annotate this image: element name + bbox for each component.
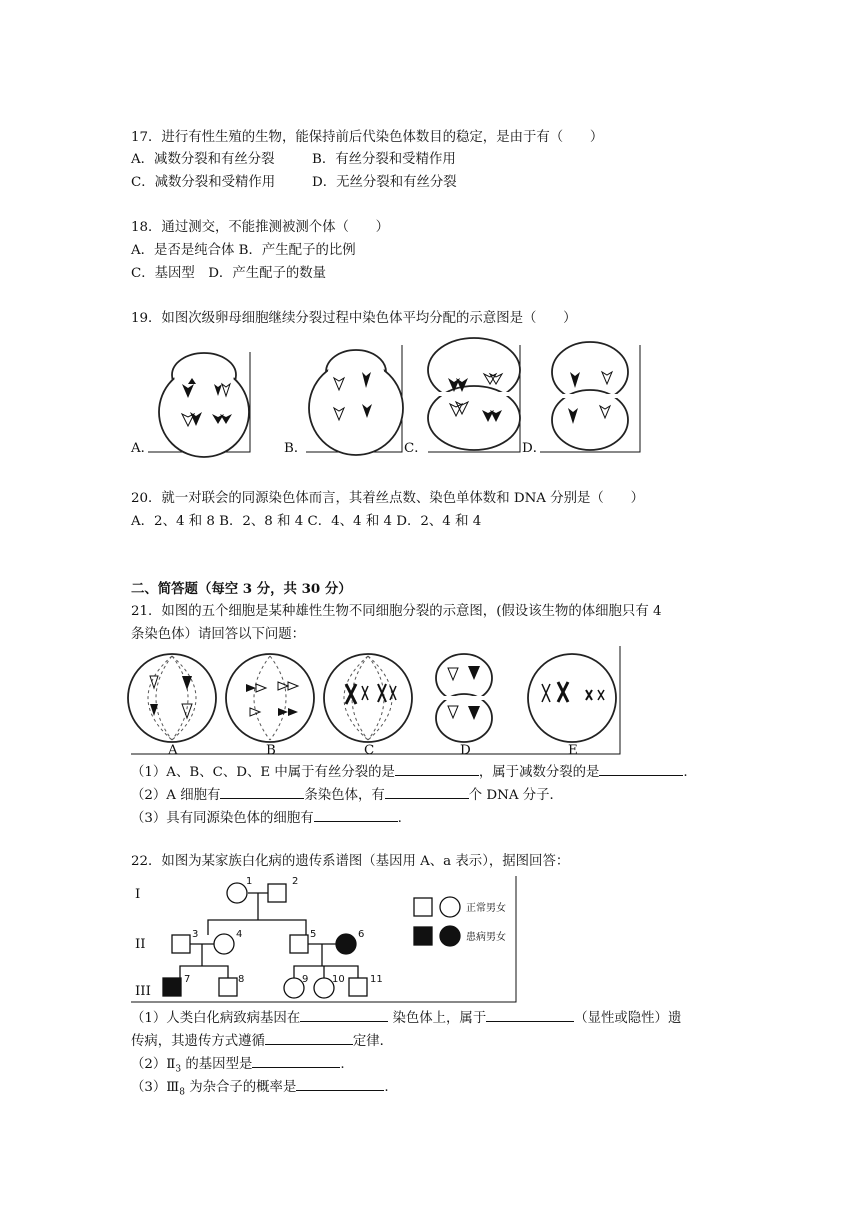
legend-normal-male-icon — [414, 898, 432, 916]
q20-stem: 20．就一对联会的同源染色体而言，其着丝点数、染色单体数和 DNA 分别是（ ） — [131, 491, 644, 506]
q22-sub3-text-b: 为杂合子的概率是 — [184, 1080, 297, 1095]
q17-option-a[interactable]: A．减数分裂和有丝分裂 — [131, 152, 275, 167]
individual-10: 10 — [332, 974, 345, 985]
q21-sub3-text-a: （3）具有同源染色体的细胞有 — [131, 811, 314, 826]
q19-label-a: A． — [131, 441, 155, 456]
legend-normal-label: 正常男女 — [466, 903, 506, 914]
legend-affected-male-icon — [414, 927, 432, 945]
q22-sub2-subscript: 3 — [175, 1064, 182, 1075]
q22-sub3-text-c: . — [384, 1080, 389, 1095]
q22-sub3-subscript: 8 — [179, 1087, 185, 1098]
q21-label-a: A — [168, 743, 178, 758]
q17-option-c[interactable]: C．减数分裂和受精作用 — [131, 175, 276, 190]
q22-sub1-text-d: 传病，其遗传方式遵循 — [131, 1034, 265, 1049]
q21-sub2-text-a: （2）A 细胞有 — [131, 788, 221, 803]
q22-sub1-line2 — [131, 1031, 393, 1051]
q22-dominance-blank[interactable] — [486, 1008, 574, 1022]
q22-sub2-text-b: 的基因型是 — [181, 1057, 253, 1072]
generation-2-label: II — [135, 937, 146, 952]
q22-stem: 22．如图为某家族白化病的遗传系谱图（基因用 A、a 表示），据图回答： — [131, 854, 570, 869]
legend-normal-female-icon — [440, 897, 460, 917]
q22-law-blank[interactable] — [265, 1031, 353, 1045]
generation-1-label: I — [135, 887, 141, 902]
q21-stem-line1: 21．如图的五个细胞是某种雄性生物不同细胞分裂的示意图，(假设该生物的体细胞只有 4 — [131, 604, 662, 619]
individual-7: 7 — [184, 974, 191, 985]
q22-sub2 — [131, 1054, 345, 1079]
legend-affected-label: 患病男女 — [466, 932, 506, 943]
q18-stem: 18．通过测交，不能推测被测个体（ ） — [131, 220, 390, 235]
q21-sub3-text-b: . — [397, 811, 402, 826]
legend-affected-female-icon — [440, 926, 460, 946]
individual-11: 11 — [370, 974, 383, 985]
q22-probability-blank[interactable] — [296, 1077, 384, 1091]
q18-options-line1[interactable]: A．是否是纯合体 B．产生配子的比例 — [131, 243, 356, 258]
q21-label-c: C — [364, 743, 375, 758]
q22-sub1-text-c: （显性或隐性）遗 — [574, 1011, 682, 1026]
q21-label-e: E — [568, 743, 578, 758]
q21-label-d: D — [460, 743, 471, 758]
q22-genotype-blank[interactable] — [252, 1054, 340, 1068]
q19-stem: 19．如图次级卵母细胞继续分裂过程中染色体平均分配的示意图是（ ） — [131, 311, 577, 326]
q21-sub1-text-c: . — [683, 765, 688, 780]
q22-sub3 — [131, 1077, 389, 1102]
individual-6: 6 — [358, 929, 365, 940]
q17-option-b[interactable]: B．有丝分裂和受精作用 — [312, 152, 456, 167]
q19-label-b: B． — [284, 441, 308, 456]
q22-sub1-text-e: 定律． — [352, 1034, 394, 1049]
individual-2: 2 — [292, 876, 299, 887]
individual-1: 1 — [246, 876, 253, 887]
q22-sub1-text-b: 染色体上，属于 — [388, 1011, 487, 1026]
individual-5: 5 — [310, 929, 317, 940]
q22-sub3-text-a: （3）Ⅲ — [131, 1080, 180, 1095]
q17-option-d[interactable]: D．无丝分裂和有丝分裂 — [312, 175, 457, 190]
q22-sub2-text-c: . — [340, 1057, 345, 1072]
q22-chromosome-type-blank[interactable] — [300, 1008, 388, 1022]
q19-label-d: D． — [522, 441, 547, 456]
individual-3: 3 — [192, 929, 199, 940]
generation-3-label: III — [135, 984, 151, 999]
q21-sub1-text-b: ，属于减数分裂的是 — [478, 765, 600, 780]
q21-sub1-text-a: （1）A、B、C、D、E 中属于有丝分裂的是 — [131, 765, 395, 780]
q21-sub2-text-b: 条染色体，有 — [304, 788, 385, 803]
individual-4: 4 — [236, 929, 243, 940]
individual-9: 9 — [302, 974, 309, 985]
q21-sub2-text-c: 个 DNA 分子． — [468, 788, 563, 803]
q21-label-b: B — [266, 743, 276, 758]
individual-8: 8 — [238, 974, 245, 985]
q21-stem-line2: 条染色体）请回答以下问题： — [131, 627, 306, 642]
q18-options-line2[interactable]: C．基因型 D．产生配子的数量 — [131, 266, 327, 281]
q22-sub1-line1 — [131, 1008, 681, 1028]
q20-options[interactable]: A．2、4 和 8 B．2、8 和 4 C．4、4 和 4 D．2、4 和 4 — [131, 514, 482, 529]
q22-sub1-text-a: （1）人类白化病致病基因在 — [131, 1011, 301, 1026]
section-title: 二、简答题（每空 3 分，共 30 分） — [131, 581, 352, 597]
q22-sub2-text-a: （2）Ⅱ — [131, 1057, 176, 1072]
q17-stem: 17．进行有性生殖的生物，能保持前后代染色体数目的稳定，是由于有（ ） — [131, 130, 604, 145]
q19-label-c: C． — [404, 441, 428, 456]
